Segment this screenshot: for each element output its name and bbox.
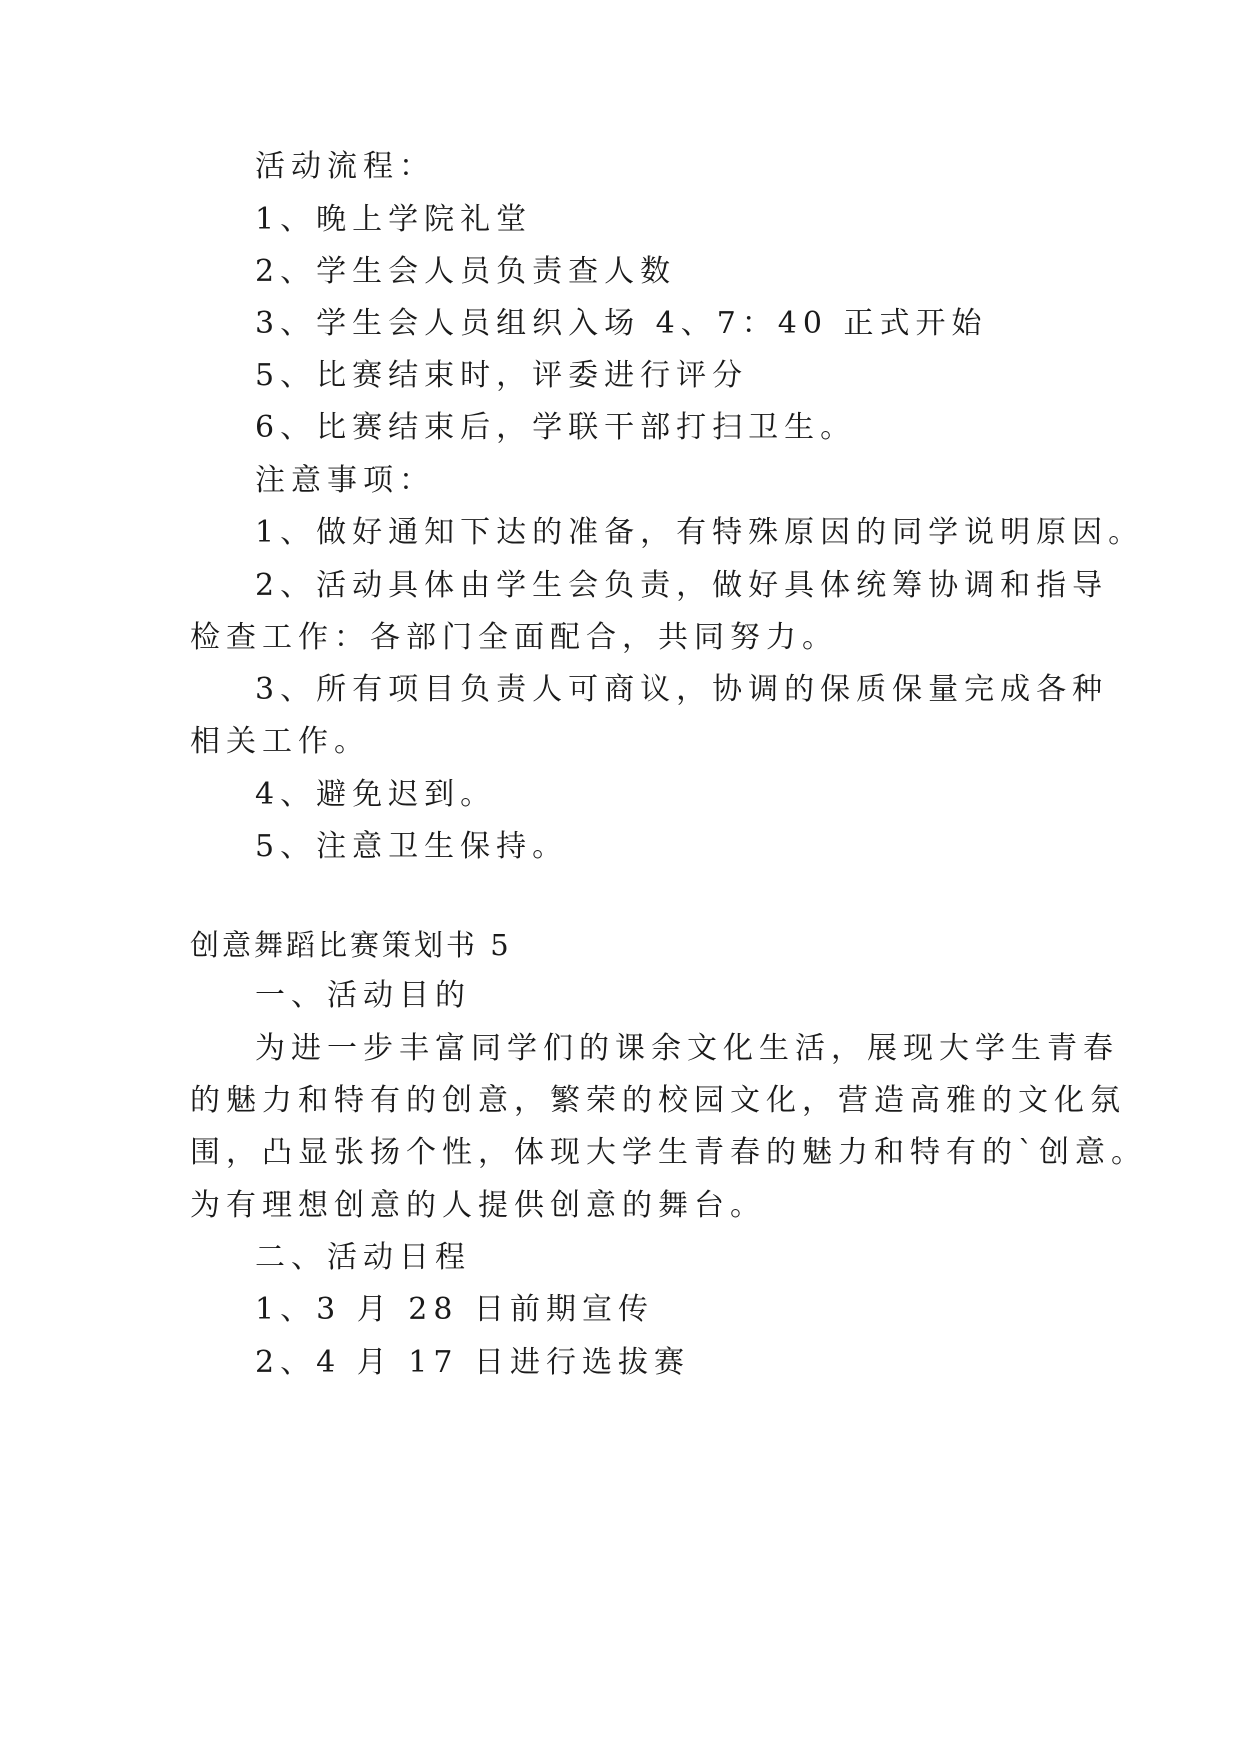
process-item-3: 3、学生会人员组织入场 4、7：40 正式开始 (255, 306, 988, 341)
process-heading: 活动流程： (255, 149, 435, 184)
notes-heading: 注意事项： (255, 463, 435, 498)
schedule-item-1: 1、3 月 28 日前期宣传 (255, 1292, 654, 1327)
notes-item-5: 5、注意卫生保持。 (255, 829, 569, 864)
schedule-heading: 二、活动日程 (255, 1240, 471, 1275)
notes-item-2-line-1: 2、活动具体由学生会负责，做好具体统筹协调和指导 (255, 568, 1109, 603)
notes-item-3-line-1: 3、所有项目负责人可商议，协调的保质保量完成各种 (255, 672, 1109, 707)
section-title: 创意舞蹈比赛策划书 5 (190, 928, 512, 962)
purpose-line-2: 的魅力和特有的创意，繁荣的校园文化，营造高雅的文化氛 (190, 1083, 1126, 1118)
process-item-5: 5、比赛结束时，评委进行评分 (255, 358, 749, 393)
purpose-line-3: 围，凸显张扬个性，体现大学生青春的魅力和特有的`创意。 (190, 1135, 1147, 1170)
notes-item-4: 4、避免迟到。 (255, 777, 497, 812)
purpose-heading: 一、活动目的 (255, 978, 471, 1013)
schedule-item-2: 2、4 月 17 日进行选拔赛 (255, 1345, 690, 1380)
notes-item-2-line-2: 检查工作：各部门全面配合，共同努力。 (190, 620, 838, 655)
process-item-1: 1、晚上学院礼堂 (255, 202, 533, 237)
notes-item-1: 1、做好通知下达的准备，有特殊原因的同学说明原因。 (255, 515, 1145, 550)
process-item-6: 6、比赛结束后，学联干部打扫卫生。 (255, 410, 857, 445)
notes-item-3-line-2: 相关工作。 (190, 724, 370, 759)
purpose-line-4: 为有理想创意的人提供创意的舞台。 (190, 1188, 766, 1223)
process-item-2: 2、学生会人员负责查人数 (255, 254, 677, 289)
purpose-line-1: 为进一步丰富同学们的课余文化生活，展现大学生青春 (255, 1031, 1119, 1066)
